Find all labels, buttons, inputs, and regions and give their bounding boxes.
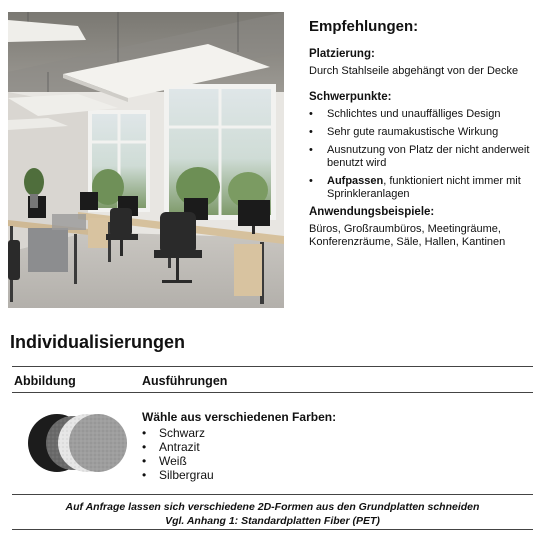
colors-heading: Wähle aus verschiedenen Farben: [142, 410, 337, 424]
recommendations-section [309, 18, 531, 249]
focus-list [309, 108, 531, 201]
table-bottom-rule [12, 494, 533, 495]
office-photo [8, 12, 284, 308]
notes-bottom-rule [12, 529, 533, 530]
list-item: • Sehr gute raumakustische Wirkung [309, 126, 531, 139]
placement-text: Durch Stahlseile abgehängt von der Decke [309, 65, 519, 77]
application-text: Büros, Großraumbüros, Meetingräume, Konferenzräume, Säle, Hallen, Kantinen [309, 223, 506, 248]
caution-text: , funktioniert nicht immer mit Sprinkleranlagen [327, 175, 521, 200]
list-item: • Weiß [142, 454, 402, 468]
table-top-rule [12, 366, 533, 367]
list-item [309, 175, 531, 201]
color-options [142, 410, 402, 482]
recommendations-title: Empfehlungen: [309, 18, 419, 35]
list-item: • Schlichtes und unauffälliges Design [309, 108, 531, 121]
color-list [142, 426, 402, 482]
application-heading: Anwendungsbeispiele: [309, 206, 435, 218]
note-line-1: Auf Anfrage lassen sich verschiedene 2D-Formen aus den Grundplatten schneiden [65, 501, 480, 513]
list-item: • Antrazit [142, 440, 402, 454]
footnotes [12, 500, 533, 528]
note-line-2: Vgl. Anhang 1: Standardplatten Fiber (PET) [165, 515, 380, 527]
list-item: • Schwarz [142, 426, 402, 440]
individualization-title: Individualisierungen [10, 332, 186, 352]
placement-heading: Platzierung: [309, 48, 375, 60]
color-swatches [28, 412, 128, 474]
list-item: • Ausnutzung von Platz der nicht anderweit benutzt wird [309, 144, 531, 170]
table-header-rule [12, 392, 533, 393]
caution-label: Aufpassen [327, 175, 384, 187]
list-item: • Silbergrau [142, 468, 402, 482]
focus-heading: Schwerpunkte: [309, 91, 392, 103]
column-header-versions: Ausführungen [142, 374, 228, 388]
column-header-image: Abbildung [14, 374, 76, 388]
